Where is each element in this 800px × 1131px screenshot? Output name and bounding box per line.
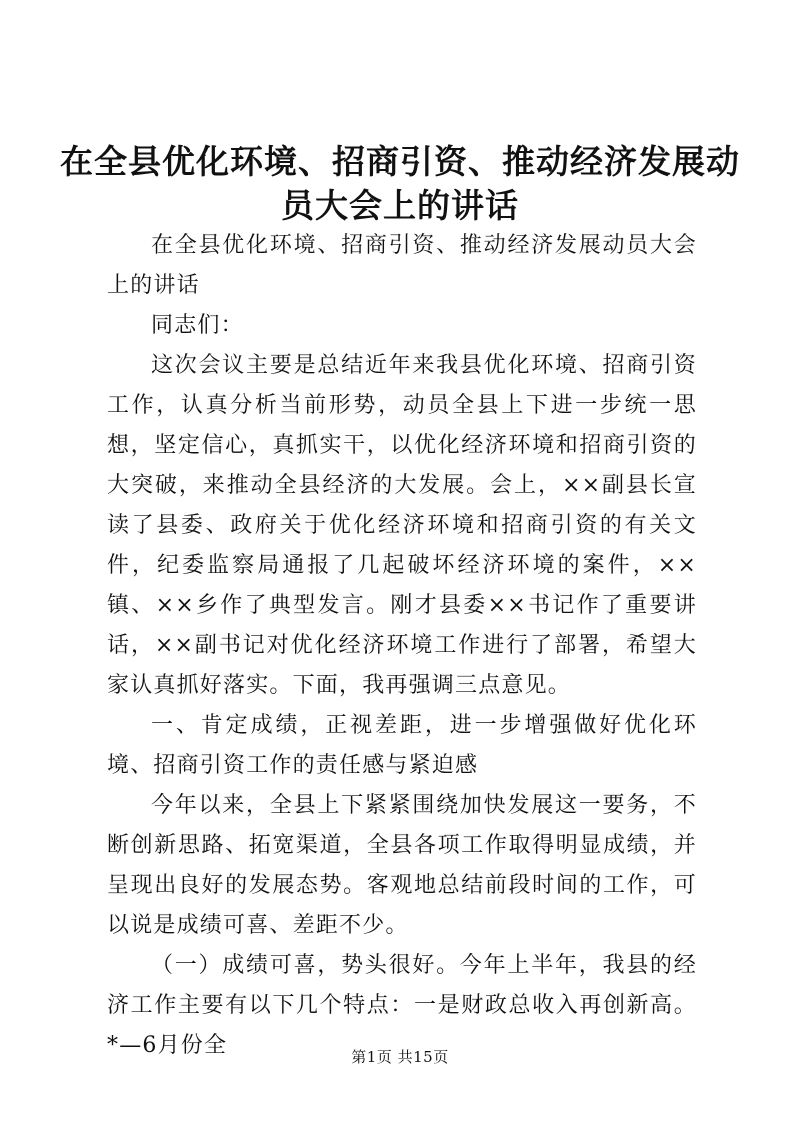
paragraph-subtitle: 在全县优化环境、招商引资、推动经济发展动员大会上的讲话 (107, 233, 697, 298)
page-footer: 第1页 共15页 (351, 1048, 449, 1066)
paragraph-overview: 今年以来，全县上下紧紧围绕加快发展这一要务，不断创新思路、拓宽渠道，全县各项工作取得明显成绩，并呈现出良好的发展态势。客观地总结前段时间的工作，可以说是成绩可喜、差距不少。 (107, 793, 697, 938)
document-body (107, 226, 697, 1066)
document-title: 在全县优化环境、招商引资、推动经济发展动员大会上的讲话 (60, 142, 740, 225)
paragraph-intro: 这次会议主要是总结近年来我县优化环境、招商引资工作，认真分析当前形势，动员全县上下进一步统一思想，坚定信心，真抓实干，以优化经济环境和招商引资的大突破，来推动全县经济的大发展。会上，××副县长宣读了县委、政府关于优化经济环境和招商引资的有关文件，纪委监察局通报了几起破坏经济环境的案件，××镇、××乡作了典型发言。刚才县委××书记作了重要讲话，××副书记对优化经济环境工作进行了部署，希望大家认真抓好落实。下面，我再强调三点意见。 (107, 353, 697, 698)
paragraph-salutation: 同志们： (151, 313, 244, 338)
paragraph-subsection: （一）成绩可喜，势头很好。今年上半年，我县的经济工作主要有以下几个特点：一是财政总收入再创新高。*—6月份全 (107, 953, 697, 1058)
paragraph-section-heading: 一、肯定成绩，正视差距，进一步增强做好优化环境、招商引资工作的责任感与紧迫感 (107, 713, 697, 778)
